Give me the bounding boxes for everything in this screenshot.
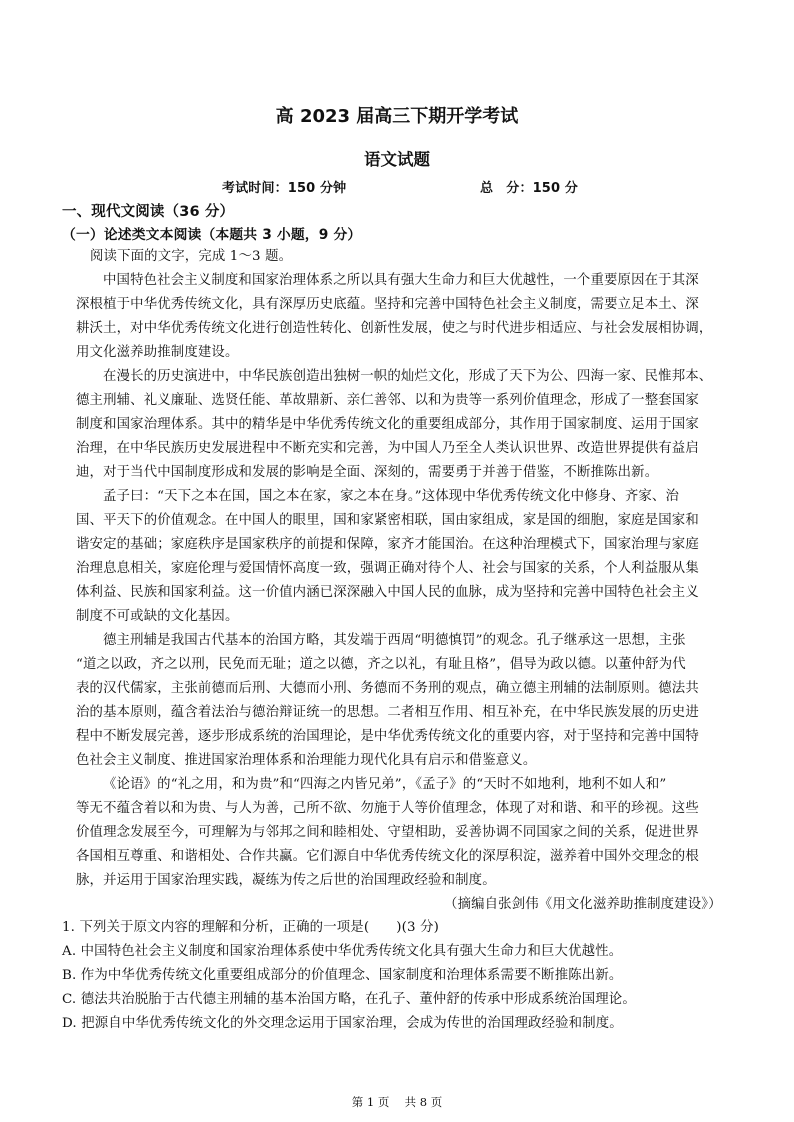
passage-line: 价值理念发展至今，可理解为与邻邦之间和睦相处、守望相助，妥善协调不同国家之间的关系，促进世界: [76, 825, 699, 840]
passage-line: 治理息息相关，家庭伦理与爱国情怀高度一致，强调正确对待个人、社会与国家的关系，个人利益服从集: [76, 561, 699, 576]
total-score: 总 分：150 分: [480, 181, 579, 196]
passage-line: 程中不断发展完善，逐步形成系统的治国理论，是中华优秀传统文化的重要内容，对于坚持和完善中国特: [76, 729, 699, 744]
passage-line: 在漫长的历史演进中，中华民族创造出独树一帜的灿烂文化，形成了天下为公、四海一家、民惟邦本、: [103, 369, 713, 384]
passage-line: 用文化滋养助推制度建设。: [76, 345, 239, 360]
option-a: A. 中国特色社会主义制度和国家治理体系使中华优秀传统文化具有强大生命力和巨大优越性。: [62, 944, 623, 959]
passage-line: 谐安定的基础；家庭秩序是国家秩序的前提和保障，家齐才能国治。在这种治理模式下，国家治理与家庭: [76, 537, 699, 552]
reading-instruction: 阅读下面的文字，完成 1～3 题。: [90, 249, 293, 264]
passage-line: 耕沃土，对中华优秀传统文化进行创造性转化、创新性发展，使之与时代进步相适应、与社会发展相协调，: [76, 321, 713, 336]
passage-line: 孟子曰：“天下之本在国，国之本在家，家之本在身。”这体现中华优秀传统文化中修身、齐家、治: [103, 489, 679, 504]
passage-line: 治的基本原则，蕴含着法治与德治辩证统一的思想。二者相互作用、相互补充，在中华民族发展的历史进: [76, 705, 699, 720]
passage-line: 迪，对于当代中国制度形成和发展的影响是全面、深刻的，需要勇于并善于借鉴，不断推陈出新。: [76, 465, 659, 480]
passage-line: 脉，并运用于国家治理实践，凝练为传之后世的治国理政经验和制度。: [76, 873, 496, 888]
passage-line: 制度和国家治理体系。其中的精华是中华优秀传统文化的重要组成部分，其作用于国家制度、运用于国家: [76, 417, 699, 432]
page-number: 第 1 页 共 8 页: [351, 1095, 443, 1109]
passage-line: 国、平天下的价值观念。在中国人的眼里，国和家紧密相联，国由家组成，家是国的细胞，家庭是国家和: [76, 513, 699, 528]
passage-line: 表的汉代儒家，主张前德而后刑、大德而小刑、务德而不务刑的观点，确立德主刑辅的法制原则。德法共: [76, 681, 699, 696]
option-d: D. 把源自中华优秀传统文化的外交理念运用于国家治理，会成为传世的治国理政经验和制度。: [62, 1016, 623, 1031]
passage-line: 治理，在中华民族历史发展进程中不断充实和完善，为中国人乃至全人类认识世界、改造世界提供有益启: [76, 441, 699, 456]
passage-line: 色社会主义制度、推进国家治理体系和治理能力现代化具有启示和借鉴意义。: [76, 753, 537, 768]
question-stem: 1. 下列关于原文内容的理解和分析，正确的一项是( )(3 分): [62, 920, 440, 935]
passage-line: 深根植于中华优秀传统文化，具有深厚历史底蕴。坚持和完善中国特色社会主义制度，需要立足本土、深: [76, 297, 699, 312]
subsection-heading: （一）论述类文本阅读（本题共 3 小题，9 分）: [62, 227, 362, 243]
passage-line: 制度不可或缺的文化基因。: [76, 609, 239, 624]
exam-time: 考试时间：150 分钟: [222, 181, 347, 196]
subject-title: 语文试题: [364, 150, 430, 169]
exam-title: 高 2023 届高三下期开学考试: [275, 106, 519, 127]
section-heading: 一、现代文阅读（36 分）: [62, 204, 235, 220]
passage-line: 体利益、民族和国家利益。这一价值内涵已深深融入中国人民的血脉，成为坚持和完善中国特色社会主义: [76, 585, 699, 600]
passage-line: 等无不蕴含着以和为贵、与人为善，己所不欲、勿施于人等价值理念，体现了对和谐、和平的珍视。这些: [76, 801, 699, 816]
passage-line: “道之以政，齐之以刑，民免而无耻；道之以德，齐之以礼，有耻且格”，倡导为政以德。以董仲舒为代: [76, 657, 686, 672]
option-c: C. 德法共治脱胎于古代德主刑辅的基本治国方略，在孔子、董仲舒的传承中形成系统治国理论。: [62, 992, 636, 1007]
passage-line: 德主刑辅是我国古代基本的治国方略，其发端于西周“明德慎罚”的观念。孔子继承这一思想，主张: [103, 633, 686, 648]
passage-line: 《论语》的“礼之用，和为贵”和“四海之内皆兄弟”，《孟子》的“天时不如地利，地利不如人和”: [103, 777, 667, 792]
option-b: B. 作为中华优秀传统文化重要组成部分的价值理念、国家制度和治理体系需要不断推陈出新。: [62, 968, 623, 983]
passage-line: 中国特色社会主义制度和国家治理体系之所以具有强大生命力和巨大优越性，一个重要原因在于其深: [103, 273, 699, 288]
passage-line: 各国相互尊重、和谐相处、合作共赢。它们源自中华优秀传统文化的深厚积淀，滋养着中国外交理念的根: [76, 849, 699, 864]
passage-source: （摘编自张剑伟《用文化滋养助推制度建设》）: [444, 897, 722, 912]
passage-line: 德主刑辅、礼义廉耻、选贤任能、革故鼎新、亲仁善邻、以和为贵等一系列价值理念，形成了一整套国家: [76, 393, 699, 408]
